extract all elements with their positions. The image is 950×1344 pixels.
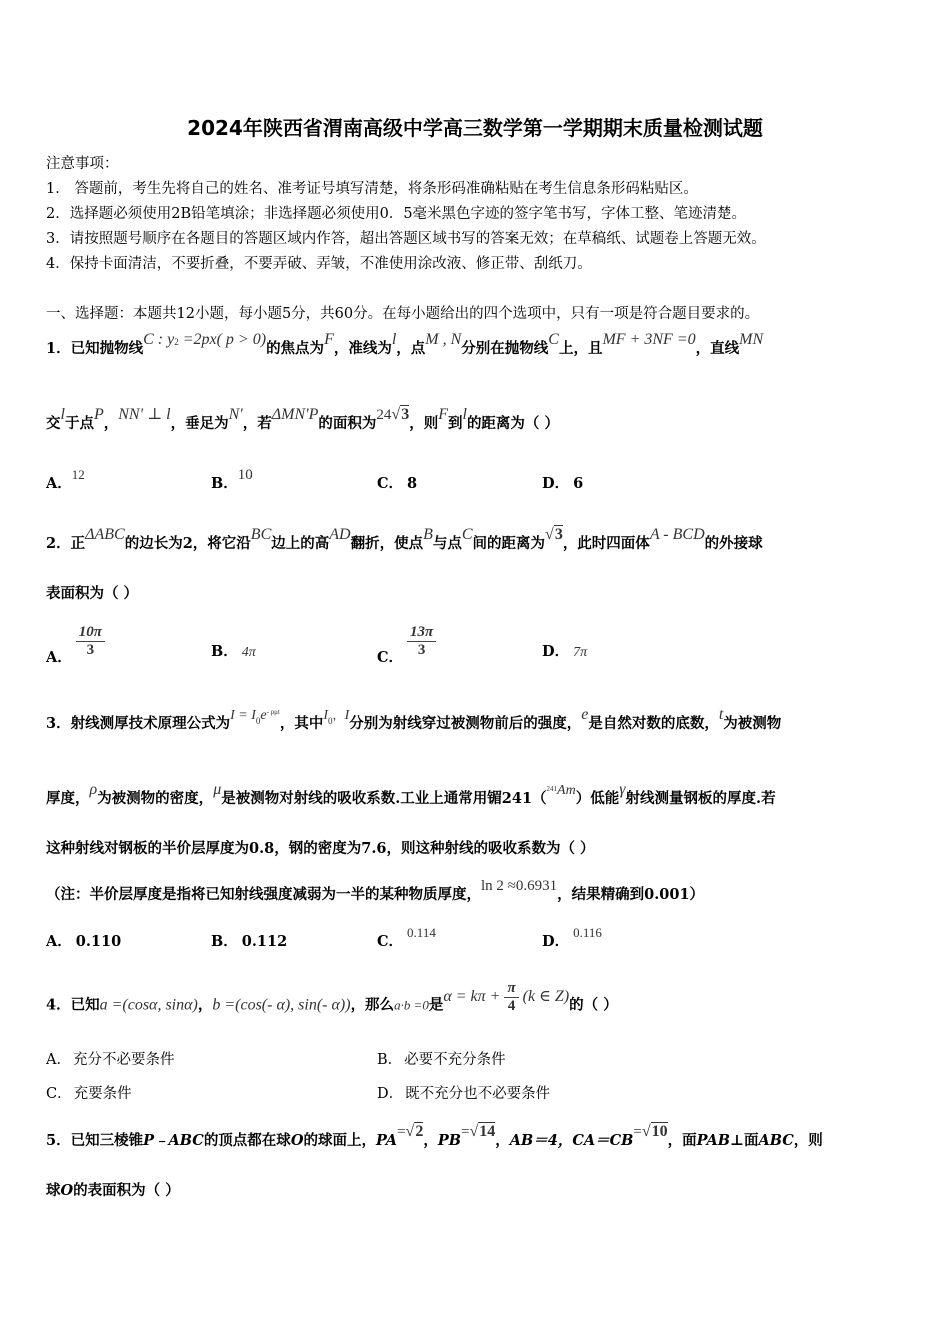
notice-item: 1． 答题前，考生先将自己的姓名、准考证号填写清楚，将条形码准确粘贴在考生信息条形码粘贴区。 [46, 181, 698, 197]
question-1-line-2: 交l于点P，NN′ ⊥ l，垂足为N′，若ΔMN′P的面积为24√3，则F到l的距离为（ ） [46, 406, 559, 432]
question-1-line-1: 1．已知抛物线C : $y^2 =2px$( p > 0)的焦点为F，准线为l，点M , N分别在抛物线C上，且MF + 3NF =0，直线MN [46, 331, 764, 357]
question-3-line-1: 3．射线测厚技术原理公式为$I = I^0e^{- \rho\mu t}$，其中$I^{0,}I$分别为射线穿过被测物前后的强度，e是自然对数的底数，t为被测物 [46, 706, 782, 732]
q2-option-d[interactable]: D． 7π [542, 643, 588, 660]
section-heading: 一、选择题：本题共12小题，每小题5分，共60分。在每小题给出的四个选项中，只有一项是符合题目要求的。 [46, 306, 760, 322]
q4-option-a[interactable]: A． 充分不必要条件 [46, 1052, 175, 1068]
q4-option-c[interactable]: C． 充要条件 [46, 1086, 132, 1102]
page-title: 2024年陕西省渭南高级中学高三数学第一学期期末质量检测试题 [187, 116, 763, 140]
q2-option-b[interactable]: B． 4π [211, 643, 256, 660]
question-3-line-3: 这种射线对钢板的半价层厚度为0.8，钢的密度为7.6，则这种射线的吸收系数为（ ） [46, 840, 595, 857]
question-5-line-1: 5．已知三棱锥P﹣ABC的顶点都在球O的球面上，PA=√2，PB=√14，AB＝4，CA＝CB=√10，面PAB⊥面ABC，则 [46, 1123, 823, 1149]
q2-option-a[interactable]: A． $\frac{10\pi}{3}$ [46, 624, 109, 659]
question-3-line-4: （注：半价层厚度是指将已知射线强度减弱为一半的某种物质厚度，ln 2 ≈0.6931，结果精确到0.001） [46, 878, 705, 903]
q3-option-c[interactable]: C．0.114 [377, 925, 436, 950]
sqrt-symbol: √14 [469, 1123, 496, 1140]
q1-option-c[interactable]: C． 8 [377, 475, 418, 492]
question-3-line-2: 厚度，ρ为被测物的密度，μ是被测物对射线的吸收系数.工业上通常用镅241（$^{241}$Am）低能γ射线测量钢板的厚度.若 [46, 781, 776, 807]
q4-option-d[interactable]: D． 既不充分也不必要条件 [377, 1086, 551, 1102]
q3-option-a[interactable]: A． 0.110 [46, 933, 122, 950]
q3-option-d[interactable]: D．0.116 [542, 925, 602, 950]
question-5-line-2: 球O的表面积为（ ） [46, 1182, 180, 1199]
q4-option-b[interactable]: B． 必要不充分条件 [377, 1052, 506, 1068]
q1-option-a[interactable]: A．12 [46, 467, 85, 492]
sqrt-symbol: √3 [391, 406, 410, 423]
q2-option-c[interactable]: C． $\frac{13\pi}{3}$ [377, 624, 440, 659]
sqrt-symbol: √10 [641, 1123, 668, 1140]
q3-option-b[interactable]: B． 0.112 [211, 933, 288, 950]
question-4-line-1: 4．已知a =(cosα, sinα)，b =(cos(- α), sin(- α))，那么a·b =0是α = kπ + $\frac{\pi}{4}$ (k ∈ Z)的（ ） [46, 980, 618, 1014]
notice-item: 3．请按照题号顺序在各题目的答题区域内作答，超出答题区域书写的答案无效；在草稿纸、试题卷上答题无效。 [46, 231, 766, 247]
sqrt-symbol: √3 [545, 526, 563, 543]
notice-heading: 注意事项： [46, 156, 119, 172]
q1-option-d[interactable]: D． 6 [542, 475, 584, 492]
question-2-line-1: 2．正ΔABC的边长为2，将它沿BC边上的高AD翻折，使点B与点C间的距离为√3，此时四面体A - BCD的外接球 [46, 526, 763, 552]
notice-item: 4．保持卡面清洁，不要折叠，不要弄破、弄皱，不准使用涂改液、修正带、刮纸刀。 [46, 256, 592, 272]
notice-item: 2．选择题必须使用2B铅笔填涂；非选择题必须使用0．5毫米黑色字迹的签字笔书写，字体工整、笔迹清楚。 [46, 206, 747, 222]
sqrt-symbol: √2 [405, 1123, 424, 1140]
question-2-line-2: 表面积为（ ） [46, 585, 139, 602]
q1-option-b[interactable]: B．10 [211, 467, 253, 492]
